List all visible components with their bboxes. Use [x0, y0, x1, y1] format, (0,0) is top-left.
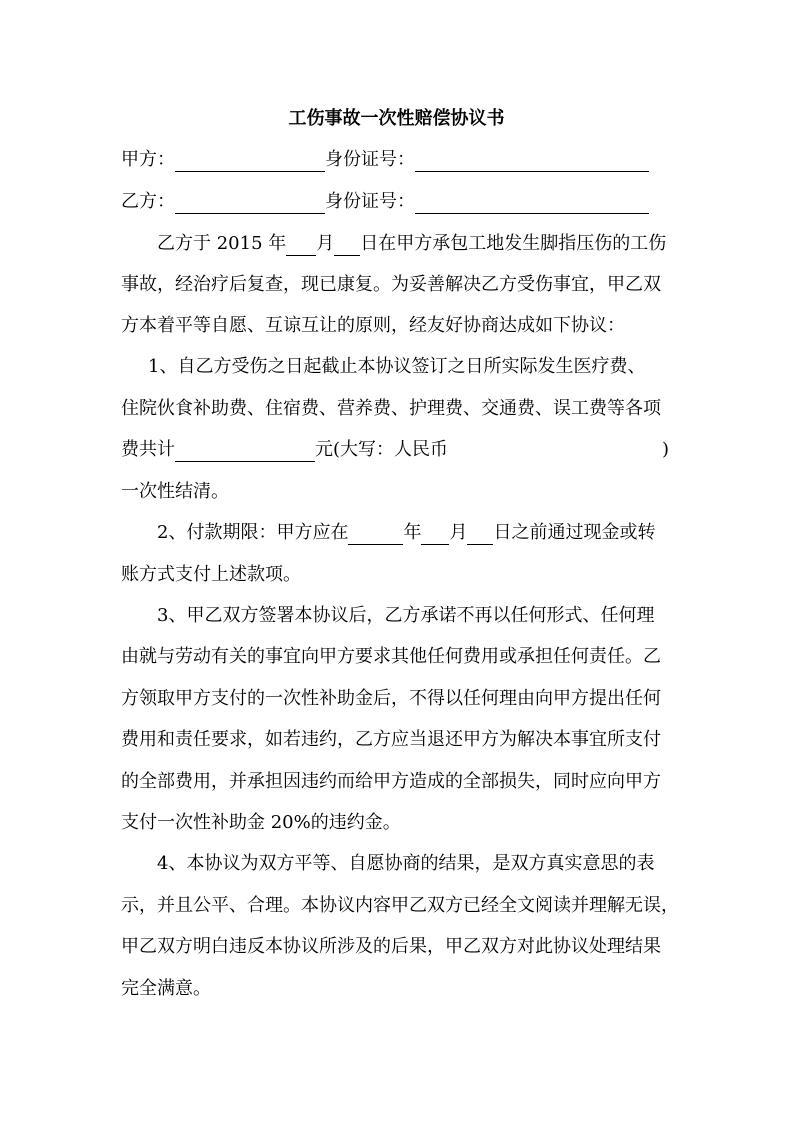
- payment-year-field[interactable]: [348, 524, 403, 545]
- party-b-id-label: 身份证号：: [325, 191, 415, 212]
- injury-month-field[interactable]: [286, 235, 316, 256]
- party-b-id-field[interactable]: [415, 193, 649, 214]
- clause-2-line-1: [157, 521, 655, 545]
- payment-day-text: 日之前通过现金或转: [493, 522, 656, 543]
- payment-year-unit: 年: [403, 522, 422, 543]
- clause-4-line-4: 完全满意。: [121, 978, 211, 999]
- amount-in-words-label: 元(大写：人民币: [315, 439, 449, 460]
- party-a-id-label: 身份证号：: [325, 149, 415, 170]
- party-b-name-field[interactable]: [175, 193, 325, 214]
- clause-1-line-3: [121, 438, 448, 462]
- preamble-line-3: 方本着平等自愿、互谅互让的原则，经友好协商达成如下协议：: [121, 315, 625, 336]
- preamble-text-a: 乙方于 2015 年: [157, 233, 287, 254]
- clause-3-line-3: 方领取甲方支付的一次性补助金后，不得以任何理由向甲方提出任何: [121, 688, 661, 709]
- clause-3-line-5: 的全部费用，并承担因违约而给甲方造成的全部损失，同时应向甲方: [121, 771, 661, 792]
- injury-day-field[interactable]: [334, 235, 360, 256]
- clause-4-line-1: 4、本协议为双方平等、自愿协商的结果，是双方真实意思的表: [157, 853, 655, 874]
- party-a-line: [121, 148, 649, 172]
- clause-3-line-6: 支付一次性补助金 20%的违约金。: [121, 812, 401, 833]
- clause-3-line-1: 3、甲乙双方签署本协议后，乙方承诺不再以任何形式、任何理: [157, 605, 655, 626]
- clause-4-line-2: 示，并且公平、合理。本协议内容甲乙双方已经全文阅读并理解无误，: [121, 895, 679, 916]
- amount-in-words-close: ): [662, 439, 670, 460]
- payment-day-field[interactable]: [467, 524, 493, 545]
- party-a-label: 甲方：: [121, 149, 175, 170]
- clause-3-line-4: 费用和责任要求，如若违约，乙方应当退还甲方为解决本事宜所支付: [121, 729, 661, 750]
- party-a-id-field[interactable]: [415, 151, 649, 172]
- clause-1-line-2: 住院伙食补助费、住宿费、营养费、护理费、交通费、误工费等各项: [121, 398, 661, 419]
- preamble-text-c: 日在甲方承包工地发生脚指压伤的工伤: [360, 233, 667, 254]
- payment-deadline-label: 2、付款期限：甲方应在: [157, 522, 349, 543]
- clause-2-line-2: 账方式支付上述款项。: [121, 564, 301, 585]
- clause-3-line-2: 由就与劳动有关的事宜向甲方要求其他任何费用或承担任何责任。乙: [121, 646, 661, 667]
- clause-4-line-3: 甲乙双方明白违反本协议所涉及的后果，甲乙双方对此协议处理结果: [121, 936, 661, 957]
- party-b-label: 乙方：: [121, 191, 175, 212]
- party-a-name-field[interactable]: [175, 151, 325, 172]
- preamble-line-1: [157, 232, 666, 256]
- clause-1-line-4: 一次性结清。: [121, 481, 229, 502]
- preamble-text-b: 月: [316, 233, 335, 254]
- clause-1-line-1: 1、自乙方受伤之日起截止本协议签订之日所实际发生医疗费、: [148, 356, 646, 377]
- total-fee-field[interactable]: [175, 441, 315, 462]
- preamble-line-2: 事故，经治疗后复查，现已康复。为妥善解决乙方受伤事宜，甲乙双: [121, 274, 661, 295]
- total-fee-label: 费共计: [121, 439, 175, 460]
- payment-month-unit: 月: [449, 522, 468, 543]
- payment-month-field[interactable]: [421, 524, 449, 545]
- party-b-line: [121, 190, 649, 214]
- document-title: 工伤事故一次性赔偿协议书: [288, 108, 505, 129]
